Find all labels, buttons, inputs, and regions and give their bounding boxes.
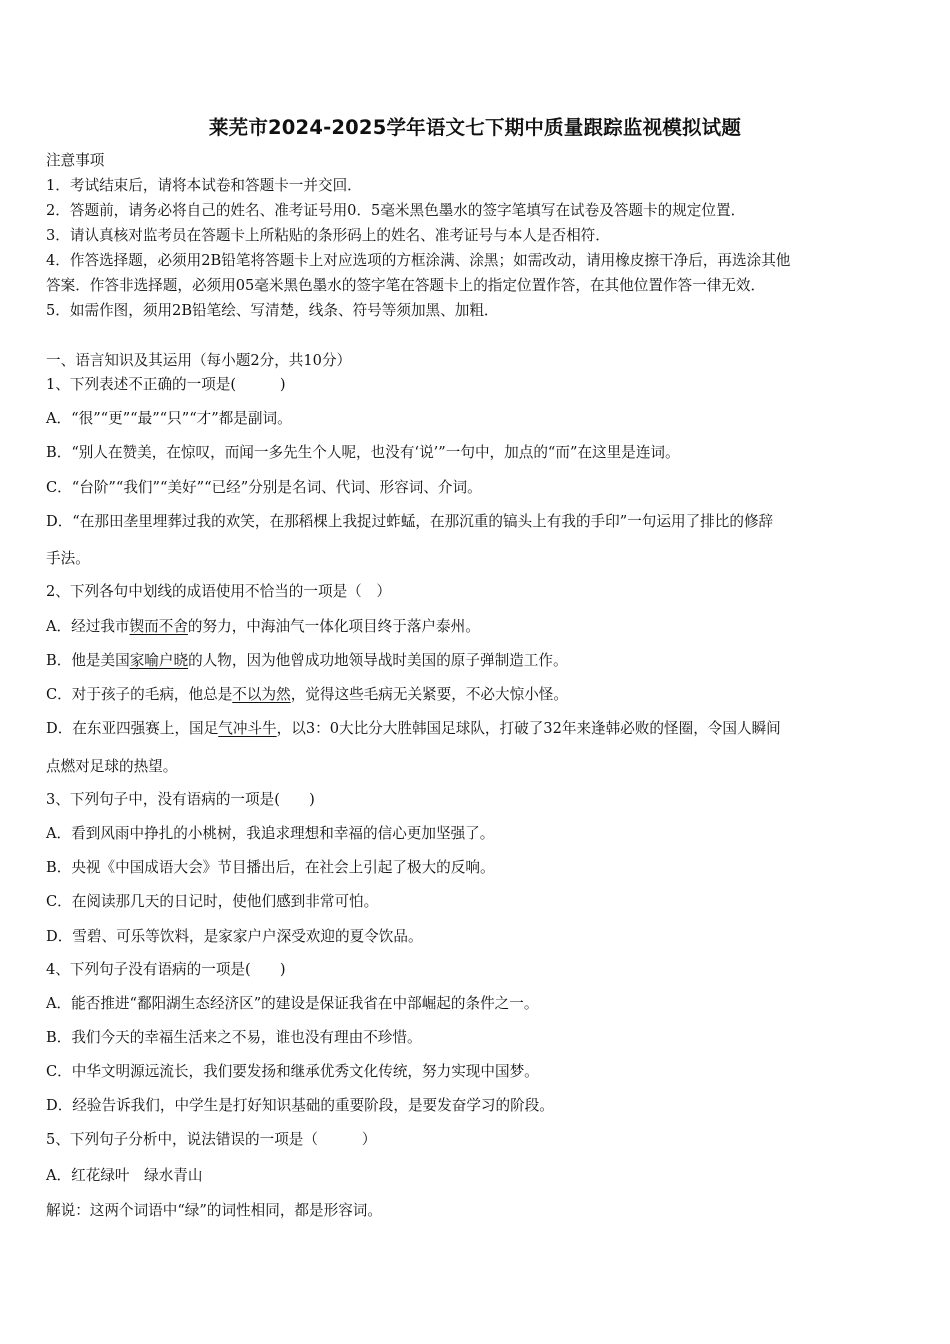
notice-item: 1．考试结束后，请将本试卷和答题卡一并交回． — [46, 177, 362, 194]
question-2-option-a — [46, 618, 480, 636]
question-2-option-b — [46, 652, 568, 670]
question-3-stem: 3、下列句子中，没有语病的一项是( ) — [46, 791, 315, 808]
notice-item: 4．作答选择题，必须用2B铅笔将答题卡上对应选项的方框涂满、涂黑；如需改动，请用橡皮擦干净后，再选涂其他 — [46, 252, 791, 269]
question-4-stem: 4、下列句子没有语病的一项是( ) — [46, 961, 286, 978]
question-5-stem: 5、下列句子分析中，说法错误的一项是（ ） — [46, 1131, 377, 1148]
underlined-idiom: 不以为然 — [232, 686, 291, 703]
option-text: D．在东亚四强赛上，国足 — [46, 720, 219, 737]
option-text: ，以3：0大比分大胜韩国足球队，打破了32年来逢韩必败的怪圈，令国人瞬间 — [276, 720, 781, 737]
question-3-option-a: A．看到风雨中挣扎的小桃树，我追求理想和幸福的信心更加坚强了。 — [46, 825, 495, 842]
underlined-idiom: 家喻户晓 — [129, 652, 189, 669]
section-heading: 一、语言知识及其运用（每小题2分，共10分） — [46, 352, 352, 369]
question-2-stem: 2、下列各句中划线的成语使用不恰当的一项是（ ） — [46, 583, 391, 600]
notice-heading: 注意事项 — [46, 152, 105, 169]
option-text: ，觉得这些毛病无关紧要，不必大惊小怪。 — [290, 686, 568, 703]
question-1-option-a: A．“很”“更”“最”“只”“才”都是副词。 — [46, 410, 292, 427]
question-1-option-d-cont: 手法。 — [46, 550, 90, 567]
question-2-option-c — [46, 686, 568, 704]
question-1-option-d: D．“在那田垄里埋葬过我的欢笑，在那稻棵上我捉过蚱蜢，在那沉重的镐头上有我的手印”一句运用了排比的修辞 — [46, 513, 774, 530]
option-text: B．他是美国 — [46, 652, 130, 669]
option-text: C．对于孩子的毛病，他总是 — [46, 686, 233, 703]
question-1-option-c: C．“台阶”“我们”“美好”“已经”分别是名词、代词、形容词、介词。 — [46, 479, 482, 496]
page-title: 莱芜市2024-2025学年语文七下期中质量跟踪监视模拟试题 — [208, 116, 742, 139]
notice-item: 2．答题前，请务必将自己的姓名、准考证号用0．5毫米黑色墨水的签字笔填写在试卷及答题卡的规定位置． — [46, 202, 746, 219]
question-2-option-d-cont: 点燃对足球的热望。 — [46, 758, 178, 775]
notice-item: 答案．作答非选择题，必须用05毫米黑色墨水的签字笔在答题卡上的指定位置作答，在其他位置作答一律无效． — [46, 277, 766, 294]
option-text: 的努力，中海油气一体化项目终于落户泰州。 — [187, 618, 480, 635]
question-4-option-a: A．能否推进“鄱阳湖生态经济区”的建设是保证我省在中部崛起的条件之一。 — [46, 995, 539, 1012]
question-1-stem: 1、下列表述不正确的一项是( ) — [46, 376, 286, 393]
notice-item: 3．请认真核对监考员在答题卡上所粘贴的条形码上的姓名、准考证号与本人是否相符． — [46, 227, 610, 244]
question-3-option-d: D．雪碧、可乐等饮料，是家家户户深受欢迎的夏令饮品。 — [46, 928, 423, 945]
question-4-option-b: B．我们今天的幸福生活来之不易，谁也没有理由不珍惜。 — [46, 1029, 422, 1046]
question-5-explanation: 解说：这两个词语中“绿”的词性相同，都是形容词。 — [46, 1202, 382, 1219]
underlined-idiom: 气冲斗牛 — [218, 720, 277, 737]
underlined-idiom: 锲而不舍 — [129, 618, 188, 635]
option-text: A．经过我市 — [46, 618, 130, 635]
notice-item: 5．如需作图，须用2B铅笔绘、写清楚，线条、符号等须加黑、加粗． — [46, 302, 499, 319]
question-5-option-a: A．红花绿叶 绿水青山 — [46, 1167, 203, 1184]
question-3-option-c: C．在阅读那几天的日记时，使他们感到非常可怕。 — [46, 893, 379, 910]
question-2-option-d — [46, 720, 781, 738]
question-1-option-b: B．“别人在赞美，在惊叹，而闻一多先生个人呢，也没有‘说’”一句中，加点的“而”在这里是连词。 — [46, 444, 680, 461]
question-4-option-c: C．中华文明源远流长，我们要发扬和继承优秀文化传统，努力实现中国梦。 — [46, 1063, 539, 1080]
question-4-option-d: D．经验告诉我们，中学生是打好知识基础的重要阶段，是要发奋学习的阶段。 — [46, 1097, 554, 1114]
question-3-option-b: B．央视《中国成语大会》节目播出后，在社会上引起了极大的反响。 — [46, 859, 495, 876]
option-text: 的人物，因为他曾成功地领导战时美国的原子弹制造工作。 — [188, 652, 568, 669]
